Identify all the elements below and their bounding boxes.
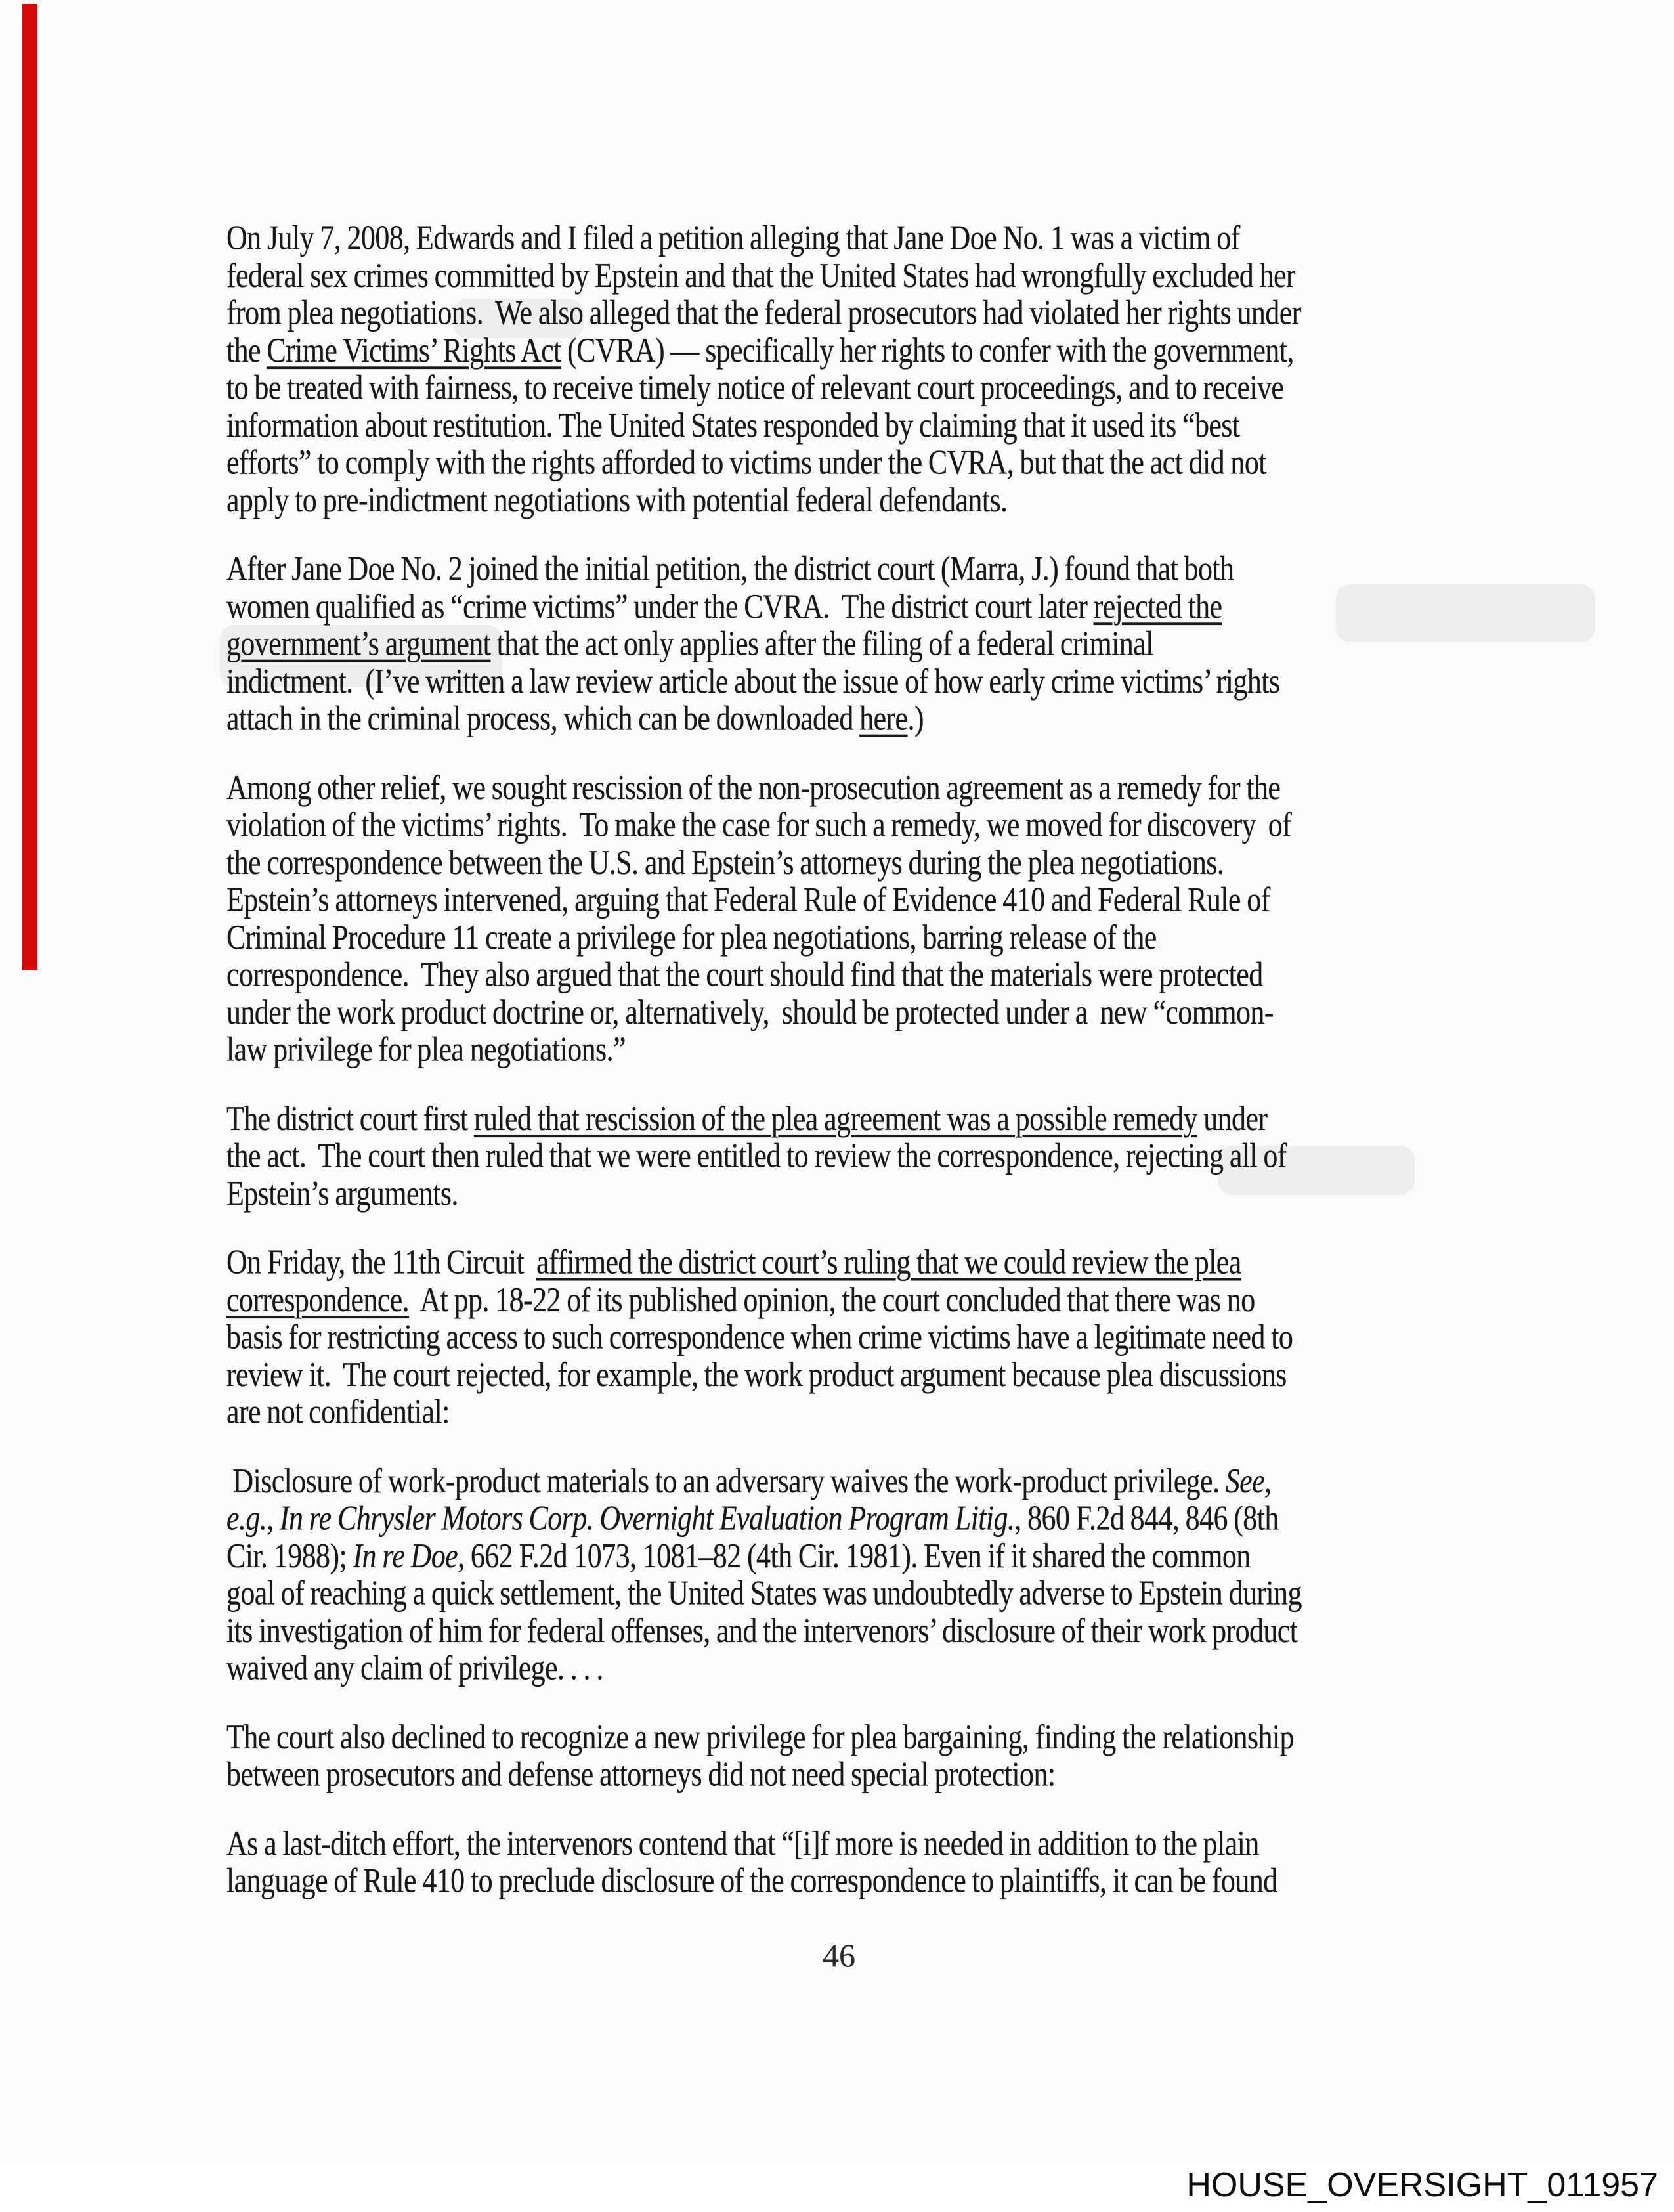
text-segment: (CVRA) — specifically her rights to confer with the government,	[561, 330, 1294, 370]
text-line	[226, 1612, 1459, 1649]
text-segment: On July 7, 2008, Edwards and I filed a petition alleging that Jane Doe No. 1 was a victim of	[226, 218, 1240, 257]
text-line	[226, 444, 1459, 481]
text-segment: After Jane Doe No. 2 joined the initial petition, the district court (Marra, J.) found that both	[226, 549, 1234, 588]
text-line	[226, 769, 1459, 806]
text-segment: federal sex crimes committed by Epstein and that the United States had wrongfully excluded her	[226, 255, 1295, 295]
hyperlink[interactable]: Crime Victims’ Rights Act	[267, 330, 561, 370]
text-segment: under	[1197, 1098, 1268, 1138]
text-line	[226, 1393, 1459, 1431]
text-line	[226, 219, 1459, 257]
text-line	[226, 257, 1459, 294]
text-segment: basis for restricting access to such correspondence when crime victims have a legitimate need to	[226, 1317, 1293, 1356]
hyperlink[interactable]: ruled that rescission of the plea agreement was a possible remedy	[473, 1098, 1197, 1138]
text-line	[226, 1244, 1459, 1281]
text-line	[226, 956, 1459, 993]
text-line	[226, 406, 1459, 444]
hyperlink[interactable]: affirmed the district court’s ruling that we could review the plea	[536, 1242, 1241, 1282]
text-segment: As a last-ditch effort, the intervenors contend that “[i]f more is needed in addition to the plain	[226, 1823, 1259, 1863]
text-line	[226, 625, 1459, 662]
text-segment: law privilege for plea negotiations.”	[226, 1030, 626, 1069]
hyperlink[interactable]: correspondence.	[226, 1280, 410, 1319]
paragraph	[226, 769, 1459, 1068]
text-segment: its investigation of him for federal offenses, and the intervenors’ disclosure of their work product	[226, 1611, 1298, 1650]
text-line	[226, 1537, 1459, 1574]
paragraph	[226, 550, 1459, 737]
text-line	[226, 332, 1459, 369]
italic-citation-text: In re Doe	[353, 1536, 458, 1575]
text-line	[226, 806, 1459, 844]
text-segment: the act. The court then ruled that we were entitled to review the correspondence, rejecting all of	[226, 1136, 1287, 1175]
text-line	[226, 1356, 1459, 1393]
text-line	[226, 550, 1459, 588]
text-segment: The district court first	[226, 1098, 474, 1138]
text-segment: under the work product doctrine or, alternatively, should be protected under a new “common-	[226, 992, 1274, 1031]
text-segment: correspondence. They also argued that the court should find that the materials were protected	[226, 955, 1263, 994]
text-segment: On Friday, the 11th Circuit	[226, 1242, 536, 1282]
text-line	[226, 993, 1459, 1031]
text-line	[226, 919, 1459, 956]
text-line	[226, 1175, 1459, 1212]
text-segment: efforts” to comply with the rights afforded to victims under the CVRA, but that the act did not	[226, 443, 1266, 482]
text-line	[226, 881, 1459, 919]
text-segment: , 860 F.2d 844, 846 (8th	[1014, 1498, 1279, 1538]
text-line	[226, 1756, 1459, 1793]
text-line	[226, 1825, 1459, 1862]
italic-citation-text: See,	[1225, 1461, 1272, 1500]
text-segment: information about restitution. The United States responded by claiming that it used its “best	[226, 405, 1240, 445]
bates-stamp: HOUSE_OVERSIGHT_011957	[1186, 2166, 1658, 2204]
document-text	[226, 219, 1459, 1931]
paragraph	[226, 1718, 1459, 1793]
text-segment: violation of the victims’ rights. To make the case for such a remedy, we moved for discovery of	[226, 805, 1292, 844]
paragraph	[226, 219, 1459, 519]
text-segment: Epstein’s arguments.	[226, 1173, 458, 1213]
text-segment: from plea negotiations. We also alleged that the federal prosecutors had violated her rights under	[226, 293, 1301, 332]
text-line	[226, 844, 1459, 881]
text-segment: Cir. 1988);	[226, 1536, 353, 1575]
red-margin-annotation-line	[22, 4, 37, 970]
text-segment: review it. The court rejected, for example, the work product argument because plea discussions	[226, 1355, 1287, 1394]
text-segment: between prosecutors and defense attorneys did not need special protection:	[226, 1754, 1056, 1794]
paragraph	[226, 1244, 1459, 1431]
text-segment: the correspondence between the U.S. and Epstein’s attorneys during the plea negotiations.	[226, 842, 1224, 882]
text-line	[226, 1137, 1459, 1175]
text-segment: Disclosure of work-product materials to an adversary waives the work-product privilege.	[226, 1461, 1226, 1500]
text-line	[226, 1318, 1459, 1356]
hyperlink[interactable]: here	[859, 699, 908, 738]
text-line	[226, 1574, 1459, 1612]
text-segment: apply to pre-indictment negotiations with potential federal defendants.	[226, 480, 1008, 519]
hyperlink[interactable]: rejected the	[1093, 586, 1222, 626]
text-segment: attach in the criminal process, which can be downloaded	[226, 699, 860, 738]
text-segment: the	[226, 330, 267, 370]
text-segment: waived any claim of privilege. . . .	[226, 1648, 603, 1687]
paragraph	[226, 1825, 1459, 1899]
text-segment: The court also declined to recognize a new privilege for plea bargaining, finding the relationship	[226, 1717, 1294, 1756]
text-segment: Epstein’s attorneys intervened, arguing that Federal Rule of Evidence 410 and Federal Rule of	[226, 880, 1270, 919]
text-segment: goal of reaching a quick settlement, the United States was undoubtedly adverse to Epstein during	[226, 1573, 1302, 1613]
text-segment: Criminal Procedure 11 create a privilege for plea negotiations, barring release of the	[226, 917, 1157, 957]
text-line	[226, 369, 1459, 406]
text-segment: indictment. (I’ve written a law review article about the issue of how early crime victims’ rights	[226, 661, 1280, 701]
text-line	[226, 1718, 1459, 1756]
text-segment: .)	[907, 699, 924, 738]
text-line	[226, 1462, 1459, 1500]
paragraph	[226, 1462, 1459, 1687]
text-line	[226, 700, 1459, 737]
text-line	[226, 1031, 1459, 1068]
text-line	[226, 1100, 1459, 1137]
paragraph	[226, 1100, 1459, 1212]
text-line	[226, 1862, 1459, 1899]
text-line	[226, 481, 1459, 519]
text-segment: At pp. 18-22 of its published opinion, the court concluded that there was no	[409, 1280, 1255, 1319]
text-segment: language of Rule 410 to preclude disclosure of the correspondence to plaintiffs, it can be found	[226, 1861, 1277, 1900]
text-segment: Among other relief, we sought rescission of the non-prosecution agreement as a remedy for the	[226, 768, 1281, 807]
text-line	[226, 294, 1459, 332]
text-line	[226, 1500, 1459, 1537]
text-segment: are not confidential:	[226, 1392, 450, 1431]
text-line	[226, 588, 1459, 625]
text-line	[226, 1649, 1459, 1687]
text-segment: that the act only applies after the filing of a federal criminal	[490, 624, 1153, 663]
text-line	[226, 1281, 1459, 1318]
text-segment: women qualified as “crime victims” under the CVRA. The district court later	[226, 586, 1094, 626]
text-segment: , 662 F.2d 1073, 1081–82 (4th Cir. 1981). Even if it shared the common	[458, 1536, 1251, 1575]
text-line	[226, 662, 1459, 700]
italic-citation-text: e.g., In re Chrysler Motors Corp. Overnight Evaluation Program Litig.	[226, 1498, 1015, 1538]
text-segment: to be treated with fairness, to receive timely notice of relevant court proceedings, and to receive	[226, 368, 1284, 407]
hyperlink[interactable]: government’s argument	[226, 624, 491, 663]
page-number: 46	[823, 1937, 855, 1974]
